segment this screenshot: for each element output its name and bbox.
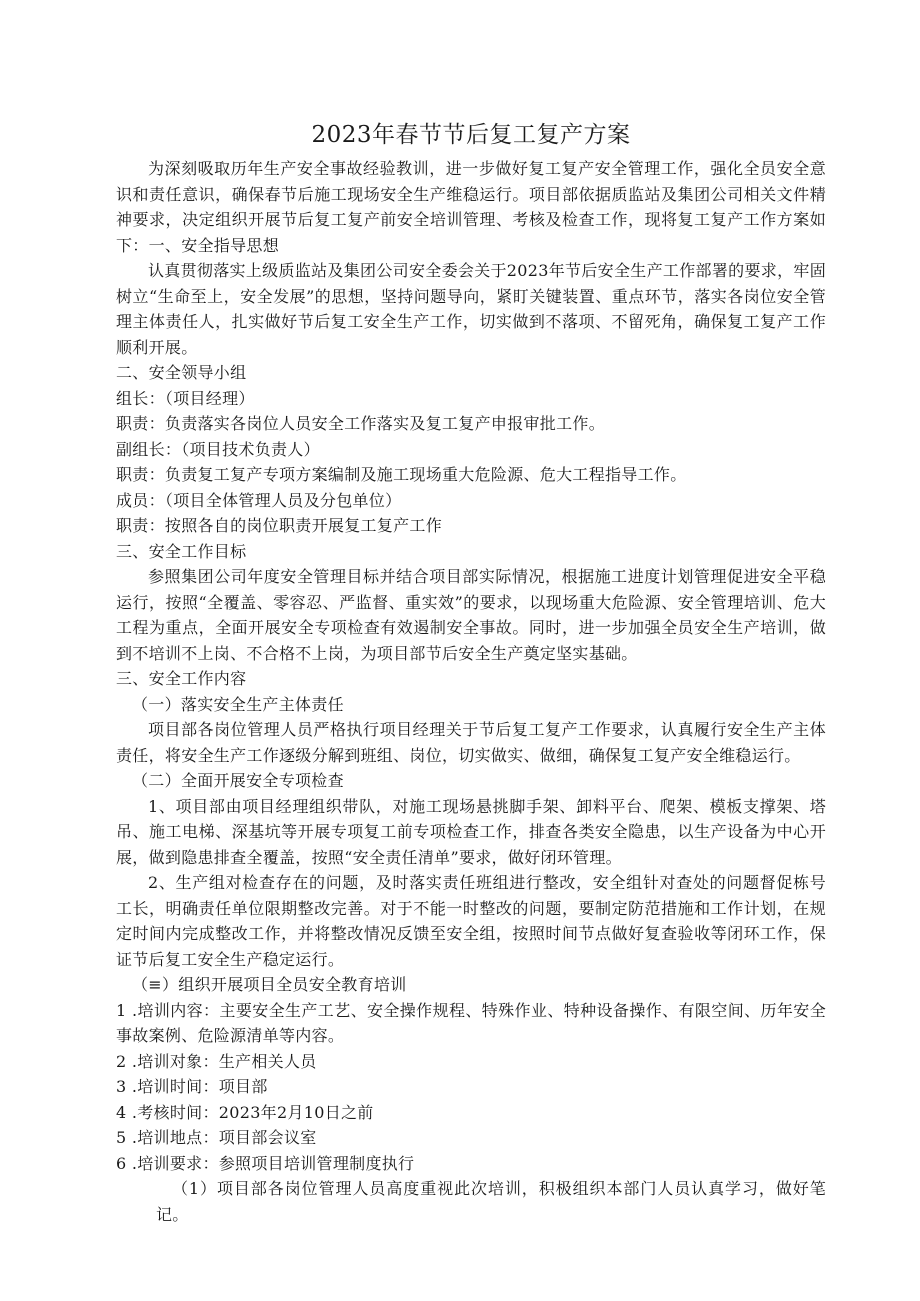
paragraph: 3 .培训时间：项目部 [116, 1077, 268, 1096]
paragraph: 认真贯彻落实上级质监站及集团公司安全委会关于2023年节后安全生产工作部署的要求，牢固树立“生命至上，安全发展”的思想，坚持问题导向，紧盯关键装置、重点环节，落实各岗位安全管理主体责任人，扎实做好节后复工安全生产工作，切实做到不落项、不留死角，确保复工复产工作顺利开展。 [116, 261, 826, 357]
paragraph: 2、生产组对检查存在的问题，及时落实责任班组进行整改，安全组针对查处的问题督促栋号工长，明确责任单位限期整改完善。对于不能一时整改的问题，要制定防范措施和工作计划，在规定时间内完成整改工作，并将整改情况反馈至安全组，按照时间节点做好复查验收等闭环工作，保证节后复工安全生产稳定运行。 [116, 873, 826, 969]
document-page [116, 118, 826, 1227]
paragraph: 职责：负责落实各岗位人员安全工作落实及复工复产申报审批工作。 [116, 414, 606, 433]
paragraph: （一）落实安全生产主体责任 [132, 694, 344, 714]
paragraph: 组长：（项目经理） [116, 388, 255, 408]
paragraph: 1、项目部由项目经理组织带队，对施工现场悬挑脚手架、卸料平台、爬架、模板支撑架、塔吊、施工电梯、深基坑等开展专项复工前专项检查工作，排查各类安全隐患，以生产设备为中心开展，做到隐患排查全覆盖，按照“安全责任清单”要求，做好闭环管理。 [116, 796, 826, 867]
paragraph: （1）项目部各岗位管理人员高度重视此次培训，积极组织本部门人员认真学习，做好笔记。 [156, 1179, 826, 1224]
paragraph: 项目部各岗位管理人员严格执行项目经理关于节后复工复产工作要求，认真履行安全生产主体责任，将安全生产工作逐级分解到班组、岗位，切实做实、做细，确保复工复产安全维稳运行。 [116, 720, 826, 765]
paragraph: 副组长：（项目技术负责人） [116, 439, 320, 459]
paragraph: 三、安全工作内容 [116, 669, 247, 688]
document-body [116, 156, 826, 1227]
paragraph: 职责：负责复工复产专项方案编制及施工现场重大危险源、危大工程指导工作。 [116, 465, 687, 484]
paragraph: 6 .培训要求：参照项目培训管理制度执行 [116, 1153, 415, 1173]
paragraph: 4 .考核时间：2023年2月10日之前 [116, 1102, 374, 1122]
paragraph: 1 .培训内容：主要安全生产工艺、安全操作规程、特殊作业、特种设备操作、有限空间、历年安全事故案例、危险源清单等内容。 [116, 1000, 826, 1045]
document-title: 2023年春节节后复工复产方案 [311, 122, 631, 148]
paragraph: 2 .培训对象：生产相关人员 [116, 1051, 317, 1071]
paragraph: 三、安全工作目标 [116, 541, 247, 561]
paragraph: 二、安全领导小组 [116, 363, 247, 382]
paragraph: 职责：按照各自的岗位职责开展复工复产工作 [116, 516, 443, 535]
paragraph: （二）全面开展安全专项检查 [132, 771, 344, 790]
paragraph: 5 .培训地点：项目部会议室 [116, 1128, 317, 1147]
paragraph: （≡）组织开展项目全员安全教育培训 [132, 975, 407, 994]
paragraph: 成员：（项目全体管理人员及分包单位） [116, 490, 402, 510]
paragraph: 为深刻吸取历年生产安全事故经验教训，进一步做好复工复产安全管理工作，强化全员安全意识和责任意识，确保春节后施工现场安全生产维稳运行。项目部依据质监站及集团公司相关文件精神要求，决定组织开展节后复工复产前安全培训管理、考核及检查工作，现将复工复产工作方案如下：一、安全指导思想 [116, 159, 826, 255]
paragraph: 参照集团公司年度安全管理目标并结合项目部实际情况，根据施工进度计划管理促进安全平稳运行，按照“全覆盖、零容忍、严监督、重实效”的要求，以现场重大危险源、安全管理培训、危大工程为重点，全面开展安全专项检查有效遏制安全事故。同时，进一步加强全员安全生产培训，做到不培训不上岗、不合格不上岗，为项目部节后安全生产奠定坚实基础。 [116, 567, 826, 663]
